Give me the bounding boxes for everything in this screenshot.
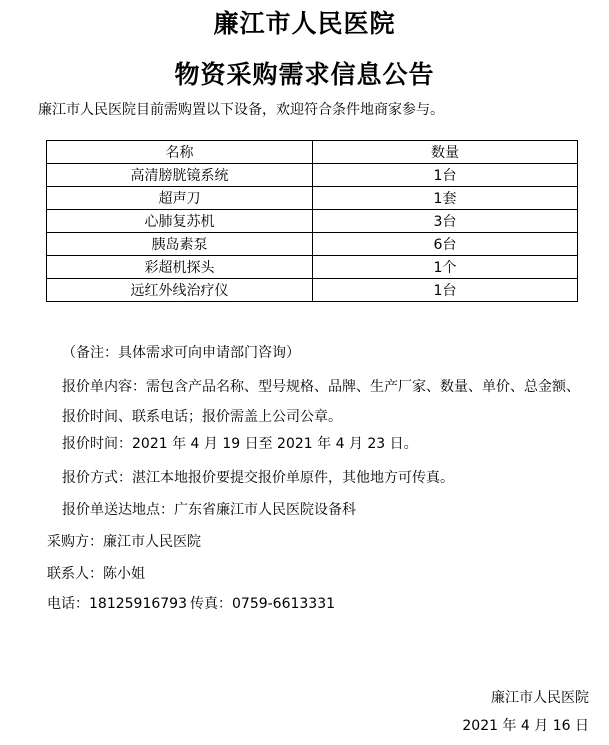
buyer-text: 采购方：廉江市人民医院	[47, 534, 201, 550]
signature-date: 2021 年 4 月 16 日	[462, 718, 589, 734]
item-quantity: 1个	[313, 256, 578, 279]
item-quantity: 1台	[313, 164, 578, 187]
item-quantity: 1套	[313, 187, 578, 210]
table-row	[47, 164, 578, 187]
item-name: 胰岛素泵	[47, 233, 313, 256]
fax-text: 传真：0759-6613331	[190, 596, 336, 612]
item-name: 高清膀胱镜系统	[47, 164, 313, 187]
quote-content: 报价单内容：需包含产品名称、型号规格、品牌、生产厂家、数量、单价、总金额、报价时间、联系电话；报价需盖上公司公章。	[62, 379, 580, 425]
item-quantity: 6台	[313, 233, 578, 256]
table-row	[47, 233, 578, 256]
item-quantity: 3台	[313, 210, 578, 233]
table-row	[47, 279, 578, 302]
quote-address-text: 报价单送达地点：广东省廉江市人民医院设备科	[62, 502, 356, 518]
item-name: 心肺复苏机	[47, 210, 313, 233]
phone-text: 电话：18125916793	[47, 596, 187, 612]
table-header-row	[47, 141, 578, 164]
quote-content-text	[62, 372, 590, 432]
header-name: 名称	[47, 141, 313, 164]
header-quantity: 数量	[313, 141, 578, 164]
intro-text: 廉江市人民医院目前需购置以下设备，欢迎符合条件地商家参与。	[38, 102, 444, 118]
document-title: 廉江市人民医院	[213, 9, 396, 38]
quote-time-text: 报价时间：2021 年 4 月 19 日至 2021 年 4 月 23 日。	[62, 436, 418, 452]
table-row	[47, 210, 578, 233]
table-row	[47, 256, 578, 279]
signature: 廉江市人民医院	[491, 690, 589, 706]
item-name: 超声刀	[47, 187, 313, 210]
document-subtitle: 物资采购需求信息公告	[174, 60, 435, 89]
item-name: 远红外线治疗仪	[47, 279, 313, 302]
quote-method-text: 报价方式：湛江本地报价要提交报价单原件，其他地方可传真。	[62, 470, 454, 486]
equipment-table	[46, 140, 578, 302]
item-quantity: 1台	[313, 279, 578, 302]
item-name: 彩超机探头	[47, 256, 313, 279]
contact-text: 联系人：陈小姐	[47, 566, 145, 582]
table-row	[47, 187, 578, 210]
note-text: （备注：具体需求可向申请部门咨询）	[62, 345, 300, 361]
